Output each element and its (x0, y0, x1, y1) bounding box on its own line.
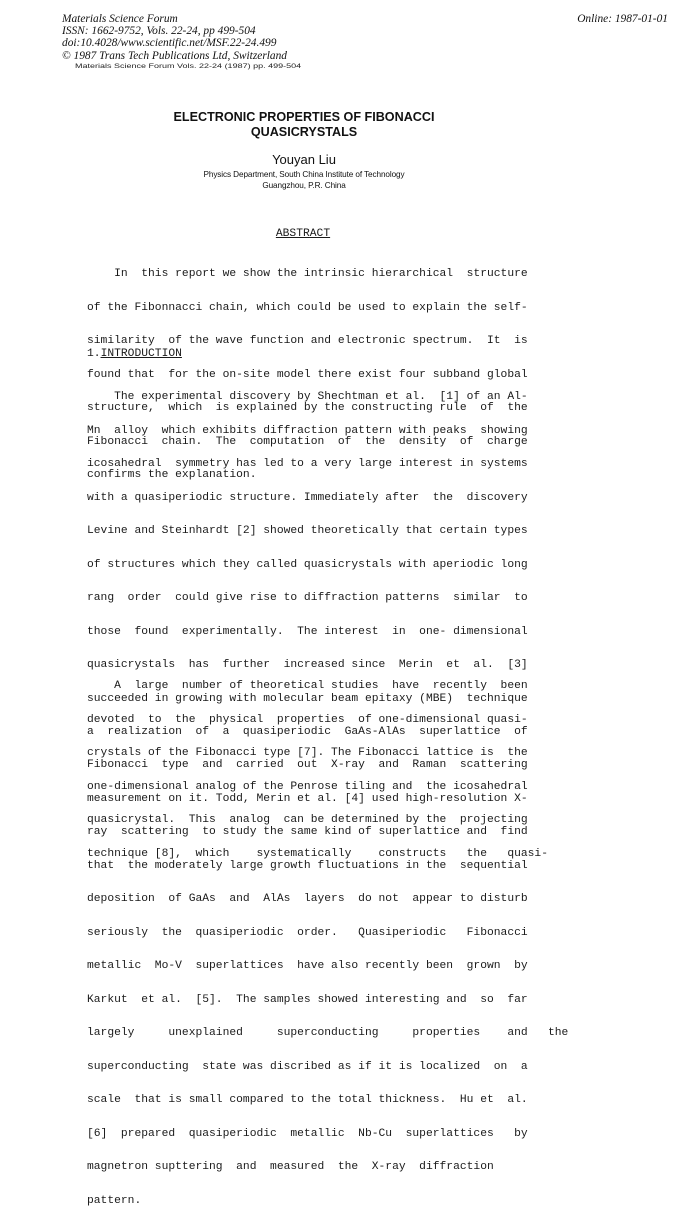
text-line: succeeded in growing with molecular beam epitaxy (MBE) technique (87, 692, 528, 705)
paper-title (0, 110, 608, 139)
text-line: crystals of the Fibonacci type [7]. The Fibonacci lattice is the (87, 747, 528, 760)
affiliation-line-1: Physics Department, South China Institute of Technology (203, 170, 405, 179)
text-line: that the moderately large growth fluctuations in the sequential (87, 859, 528, 872)
citation-copyright: © 1987 Trans Tech Publications Ltd, Switzerland (62, 49, 287, 62)
affiliation-line-2: Guangzhou, P.R. China (262, 180, 346, 190)
text-line: metallic Mo-V superlattices have also recently been grown by (87, 960, 528, 973)
text-line: Levine and Steinhardt [2] showed theoretically that certain types (87, 525, 528, 538)
citation-header (62, 13, 287, 62)
online-date: Online: 1987-01-01 (577, 13, 668, 25)
text-line: magnetron supttering and measured the X-ray diffraction (87, 1161, 494, 1174)
text-line: superconducting state was discribed as if it is localized on a (87, 1060, 528, 1073)
abstract-line: structure, which is explained by the constructing rule of the (87, 402, 528, 415)
section-number: 1. (87, 348, 101, 360)
text-line: quasicrystal. This analog can be determined by the projecting (87, 814, 528, 827)
text-line: icosahedral symmetry has led to a very large interest in systems (87, 458, 528, 471)
text-line: [6] prepared quasiperiodic metallic Nb-Cu superlattices by (87, 1127, 528, 1140)
text-line: Mn alloy which exhibits diffraction pattern with peaks showing (87, 424, 528, 437)
text-line: The experimental discovery by Shechtman et al. [1] of an Al- (87, 391, 528, 404)
text-line: largely unexplained superconducting properties and the (87, 1027, 569, 1040)
text-line: measurement on it. Todd, Merin et al. [4] used high-resolution X- (87, 792, 528, 805)
abstract-line: similarity of the wave function and electronic spectrum. It is (87, 335, 528, 348)
introduction-paragraph-2 (87, 659, 548, 871)
text-line: quasicrystals has further increased since Merin et al. [3] (87, 659, 528, 672)
abstract-line: found that for the on-site model there exist four subband global (87, 368, 528, 381)
section-title: INTRODUCTION (100, 348, 182, 360)
abstract-line: confirms the explanation. (87, 469, 257, 482)
text-line: deposition of GaAs and AlAs layers do not appear to disturb (87, 893, 528, 906)
paper-title-line-1: ELECTRONIC PROPERTIES OF FIBONACCI (173, 110, 435, 124)
text-line: technique [8], which systematically constructs the quasi- (87, 847, 548, 860)
text-line: with a quasiperiodic structure. Immediately after the discovery (87, 491, 528, 504)
text-line: one-dimensional analog of the Penrose tiling and the icosahedral (87, 780, 528, 793)
text-line: scale that is small compared to the total thickness. Hu et al. (87, 1094, 528, 1107)
citation-issn: ISSN: 1662-9752, Vols. 22-24, pp 499-504 (62, 25, 256, 38)
author-affiliation (0, 170, 608, 191)
text-line: A large number of theoretical studies have recently been (87, 680, 528, 693)
text-line: Karkut et al. [5]. The samples showed interesting and so far (87, 993, 528, 1006)
author-name: Youyan Liu (272, 152, 336, 167)
text-line: ray scattering to study the same kind of superlattice and find (87, 826, 528, 839)
text-line: a realization of a quasiperiodic GaAs-AlAs superlattice of (87, 726, 528, 738)
text-line: rang order could give rise to diffraction patterns similar to (87, 592, 528, 605)
journal-running-head: Materials Science Forum Vols. 22-24 (1987) pp. 499-504 (75, 62, 302, 70)
abstract-line: In this report we show the intrinsic hierarchical structure (87, 268, 528, 281)
abstract-heading-text: ABSTRACT (275, 228, 331, 240)
abstract-line: of the Fibonnacci chain, which could be used to explain the self- (87, 301, 528, 314)
text-line: pattern. (87, 1194, 142, 1207)
text-line: those found experimentally. The interest in one- dimensional (87, 625, 528, 638)
citation-doi[interactable]: doi:10.4028/www.scientific.net/MSF.22-24.499 (62, 37, 277, 50)
text-line: seriously the quasiperiodic order. Quasiperiodic Fibonacci (87, 926, 528, 939)
paper-title-line-2: QUASICRYSTALS (250, 124, 358, 139)
abstract-line: Fibonacci chain. The computation of the density of charge (87, 435, 528, 448)
abstract-heading (0, 229, 606, 240)
text-line: Fibonacci type and carried out X-ray and Raman scattering (87, 759, 528, 772)
text-line: of structures which they called quasicrystals with aperiodic long (87, 558, 528, 571)
text-line: devoted to the physical properties of one-dimensional quasi- (87, 713, 528, 726)
section-heading-introduction (87, 349, 182, 360)
citation-journal: Materials Science Forum (62, 13, 178, 25)
